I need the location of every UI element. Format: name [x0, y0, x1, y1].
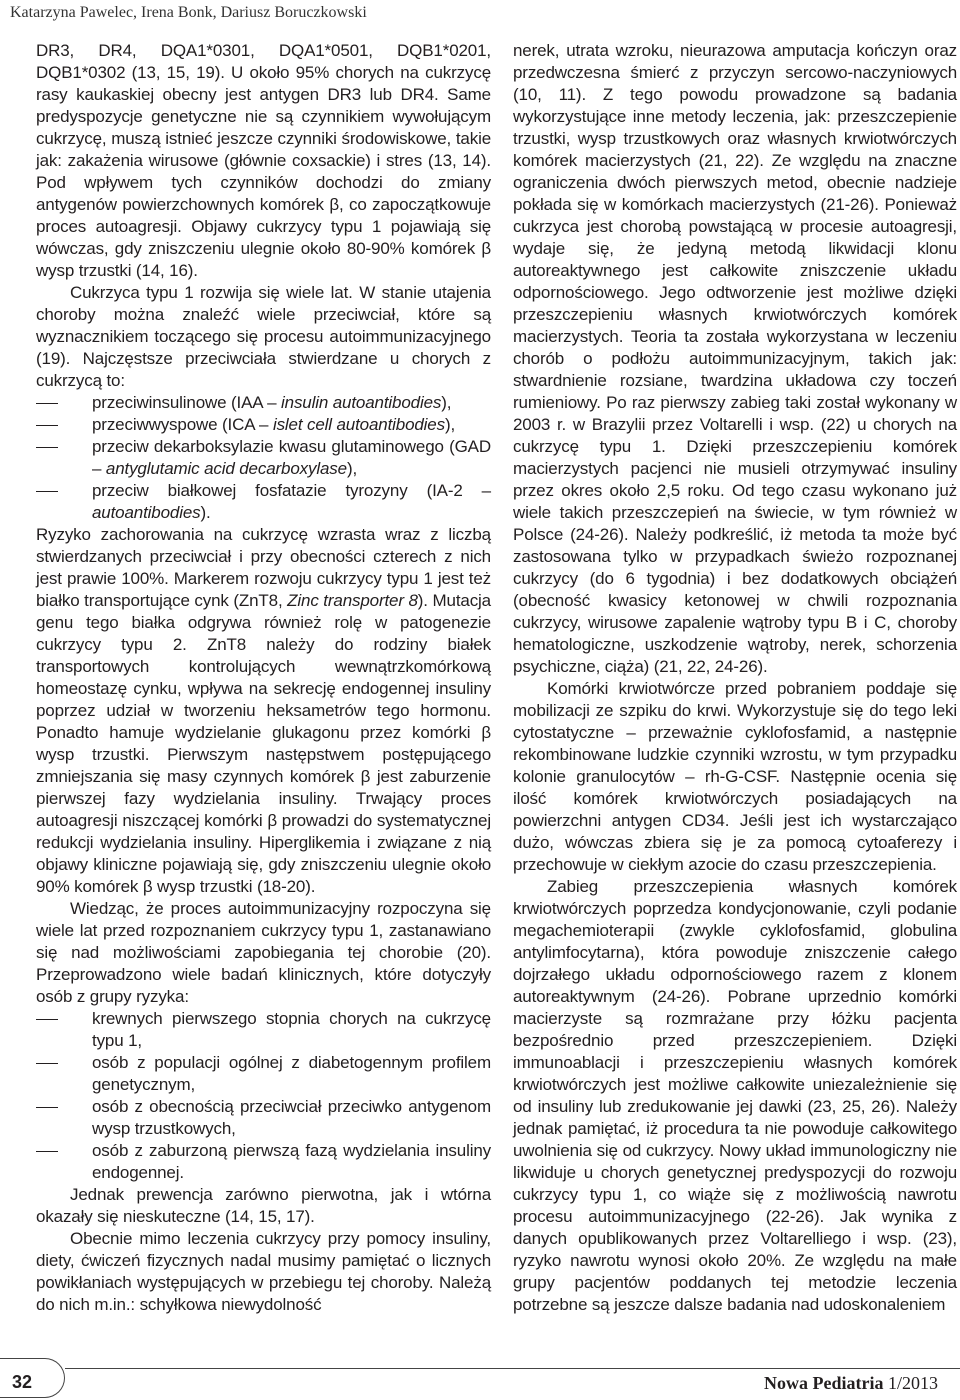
list-item: krewnych pierwszego stopnia chorych na cukrzycę typu 1,	[36, 1008, 491, 1052]
paragraph: nerek, utrata wzroku, nieurazowa amputacja kończyn oraz przedwczesna śmierć z przyczyn sercowo-naczyniowych (10, 11). Z tego powodu prowadzone są badania wykorzystujące inne metody leczenia, jak: przeszczepienie trzustki, wysp trzustkowych oraz własnych krwiotwórczych komórek macierzystych (21, 22). Ze względu na znaczne ograniczenia dwóch pierwszych metod, obecnie nadzieje pokłada się w komórkach macierzystych (21-26). Ponieważ cukrzyca jest chorobą powstającą w procesie autoagresji, wydaje się, że jedyną metodą likwidacji klonu autoreaktywnego jest całkowite zniszczenie układu odpornościowego. Jego odtworzenie jest możliwe dzięki przeszczepieniu własnych krwiotwórczych komórek macierzystych. Teoria ta została wykorzystana w leczeniu chorób o podłożu autoimmunizacyjnym, takich jak: stwardnienie rozsiane, twardzina układowa czy toczeń rumieniowy. Po raz pierwszy zabieg taki został wykonany w 2003 r. w Brazylii przez Voltarelli i wsp. (22) u chorych na cukrzycę typu 1. Dzięki przeszczepieniu komórek macierzystych pacjenci nie musieli otrzymywać insuliny przez okres około 2,5 roku. Od tego czasu wykonano już wiele takich przeszczepień na świecie, w tym również w Polsce (24-26). Należy podkreślić, iż metoda ta może być zastosowana tylko w przypadkach świeżo rozpoznanej cukrzycy (do 6 tygodnia) i bez dodatkowych obciążeń (obecność kwasicy ketonowej w chwili rozpoznania cukrzycy, wirusowe zapalenie wątroby typu B i C, choroby hematologiczne, uszkodzenie wątroby, nerek, schorzenia psychiczne, ciąża) (21, 22, 24-26).	[513, 41, 957, 676]
footer-rule	[65, 1368, 960, 1369]
left-column	[36, 40, 491, 1316]
list-item: przeciwinsulinowe (IAA – insulin autoantibodies),	[36, 392, 491, 414]
paragraph: Jednak prewencja zarówno pierwotna, jak i wtórna okazały się nieskuteczne (14, 15, 17).	[36, 1185, 491, 1226]
paragraph: DR3, DR4, DQA1*0301, DQA1*0501, DQB1*0201, DQB1*0302 (13, 15, 19). U około 95% chorych na cukrzycę rasy kaukaskiej obecny jest antygen DR3 lub DR4. Same predyspozycje genetyczne nie są czynnikiem wywołującym cukrzycę, muszą istnieć jeszcze czynniki środowiskowe, takie jak: zakażenia wirusowe (głównie coxsackie) i stres (13, 14). Pod wpływem tych czynników dochodzi do zmiany antygenów powierzchownych komórek β, co zapoczątkowuje proces autoagresji. Objawy cukrzycy typu 1 pojawiają się wówczas, gdy zniszczeniu ulegnie około 80-90% komórek β wysp trzustki (14, 16).	[36, 41, 491, 280]
list-item: osób z populacji ogólnej z diabetogennym profilem genetycznym,	[36, 1052, 491, 1096]
journal-title	[764, 1373, 938, 1394]
journal-issue: 1/2013	[887, 1373, 938, 1393]
paragraph: Wiedząc, że proces autoimmunizacyjny rozpoczyna się wiele lat przed rozpoznaniem cukrzycy typu 1, zastanawiano się nad możliwościami zapobiegania tej chorobie (20). Przeprowadzono wiele badań klinicznych, które dotyczyły osób z grupy ryzyka:	[36, 899, 491, 1006]
paragraph: Cukrzyca typu 1 rozwija się wiele lat. W stanie utajenia choroby można znaleźć wiele przeciwciał, które są wyznacznikiem toczącego się procesu autoimmunizacyjnego (19). Najczęstsze przeciwciała stwierdzane u chorych z cukrzycą to:	[36, 283, 491, 390]
page-number-tab	[0, 1358, 65, 1398]
list-item: przeciwwyspowe (ICA – islet cell autoantibodies),	[36, 414, 491, 436]
right-column	[513, 40, 957, 1316]
list-item: osób z zaburzoną pierwszą fazą wydzielania insuliny endogennej.	[36, 1140, 491, 1184]
paragraph: Ryzyko zachorowania na cukrzycę wzrasta wraz z liczbą stwierdzanych przeciwciał i przy obecności czterech z nich jest prawie 100%. Markerem rozwoju cukrzycy typu 1 jest też białko transportujące cynk (ZnT8, Zinc transporter 8). Mutacja genu tego białka odgrywa również rolę w patogenezie cukrzycy typu 2. ZnT8 należy do rodziny białek transportowych kontrolujących wewnątrzkomórkową homeostazę cynku, wpływa na sekrecję endogennej insuliny poprzez udział w tworzeniu heksametrów tego hormonu. Ponadto hamuje wydzielanie glukagonu przez komórki β wysp trzustki. Pierwszym następstwem postępującego zmniejszania się masy czynnych komórek β jest zaburzenie pierwszej fazy wydzielania insuliny. Trwający proces autoagresji niszczącej komórki β prowadzi do systematycznej redukcji wydzielania insuliny. Hiperglikemia i związane z nią objawy kliniczne pojawiają się, gdy zniszczeniu ulegnie około 90% komórek β wysp trzustki (18-20).	[36, 525, 491, 896]
running-header-authors: Katarzyna Pawelec, Irena Bonk, Dariusz Boruczkowski	[10, 4, 367, 21]
list-item: osób z obecnością przeciwciał przeciwko antygenom wysp trzustkowych,	[36, 1096, 491, 1140]
risk-group-list	[36, 1008, 491, 1184]
paragraph: Komórki krwiotwórcze przed pobraniem poddaje się mobilizacji ze szpiku do krwi. Wykorzystuje się do tego leki cytostatyczne – przeważnie cyklofosfamid, a następnie rekombinowane ludzkie czynniki wzrostu, w tym przypadku kolonie granulocytów – rh-G-CSF. Następnie ocenia się ilość komórek krwiotwórczych posiadających na powierzchni antygen CD34. Jeśli jest ich wystarczająco dużo, wówczas zbiera się je za pomocą cytoaferezy i przechowuje w ciekłym azocie do czasu przeszczepienia.	[513, 679, 957, 874]
journal-name: Nowa Pediatria	[764, 1373, 884, 1393]
list-item: przeciw dekarboksylazie kwasu glutaminowego (GAD – antyglutamic acid decarboxylase),	[36, 436, 491, 480]
antibody-list	[36, 392, 491, 524]
page-number: 32	[12, 1372, 33, 1392]
paragraph: Obecnie mimo leczenia cukrzycy przy pomocy insuliny, diety, ćwiczeń fizycznych nadal musimy pamiętać o licznych powikłaniach występujących w przebiegu tej choroby. Należą do nich m.in.: schyłkowa niewydolność	[36, 1229, 491, 1314]
list-item: przeciw białkowej fosfatazie tyrozyny (IA-2 – autoantibodies).	[36, 480, 491, 524]
paragraph: Zabieg przeszczepienia własnych komórek krwiotwórczych poprzedza kondycjonowanie, czyli podanie megachemioterapii (zwykle cyklofosfamid, globulina antylimfocytarna), która powoduje zniszczenie całego dojrzałego układu odpornościowego razem z klonem autoreaktywnym (24-26). Pobrane uprzednio komórki macierzyste są rozmrażane przy łóżku pacjenta bezpośrednio przed przeszczepieniem. Dzięki immunoablacji i przeszczepieniu własnych komórek krwiotwórczych jest możliwe całkowite uniezależnienie się od insuliny lub zredukowanie jej dawki (23, 25, 26). Należy jednak pamiętać, iż procedura ta nie powoduje całkowitego uwolnienia się od cukrzycy. Nowy układ immunologiczny nie likwiduje u chorych genetycznej predyspozycji do rozwoju cukrzycy typu 1, co wiąże się z możliwością nawrotu procesu autoimmunizacyjnego (22-26). Jak wynika z danych opublikowanych przez Voltarelliego i wsp. (23), ryzyko nawrotu wynosi około 20%. Ze względu na małe grupy pacjentów poddanych tej metodzie leczenia potrzebne są jeszcze dalsze badania nad udoskonaleniem	[513, 877, 957, 1314]
